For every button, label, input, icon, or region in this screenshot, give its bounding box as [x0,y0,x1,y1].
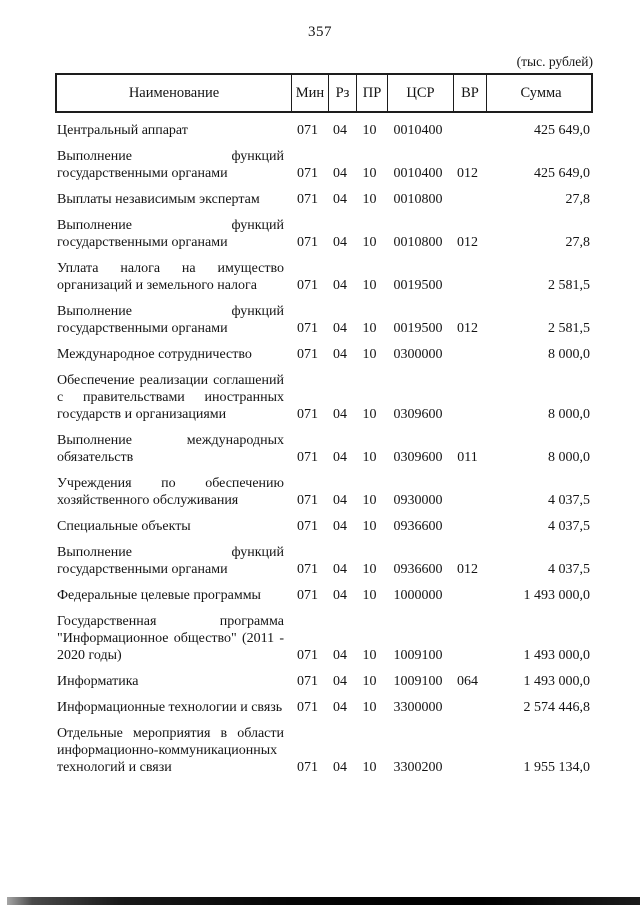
budget-table [55,73,593,776]
row-pr: 10 [362,648,377,663]
row-min: 071 [297,674,318,689]
row-min: 071 [297,166,318,181]
row-name: Федеральные целевые программы [57,588,261,603]
page-number: 357 [308,24,332,40]
row-csr: 0309600 [393,450,443,465]
row-csr: 0300000 [393,347,443,362]
table-row [55,587,593,604]
row-csr: 0010800 [393,235,443,250]
row-min: 071 [297,192,318,207]
table-row [55,372,593,423]
row-summa: 4 037,5 [548,519,590,534]
row-name: Обеспечение реализации соглашений с правительствами иностранных государств и организациями [57,373,284,422]
units-note: (тыс. рублей) [516,54,593,69]
row-pr: 10 [362,192,377,207]
row-vr: 012 [457,562,478,577]
row-min: 071 [297,278,318,293]
row-name: Выполнение функций государственными органами [57,545,284,577]
column-header-summa: Сумма [486,75,595,111]
row-vr: 012 [457,321,478,336]
row-rz: 04 [333,450,347,465]
row-csr: 1009100 [393,674,443,689]
row-pr: 10 [362,123,377,138]
row-rz: 04 [333,278,347,293]
row-min: 071 [297,123,318,138]
row-rz: 04 [333,493,347,508]
row-summa: 2 581,5 [548,321,590,336]
row-rz: 04 [333,192,347,207]
row-pr: 10 [362,588,377,603]
row-csr: 0936600 [393,562,443,577]
row-min: 071 [297,235,318,250]
row-summa: 425 649,0 [534,123,590,138]
row-rz: 04 [333,347,347,362]
scan-artifact-bottom-edge [7,897,640,905]
row-pr: 10 [362,562,377,577]
row-rz: 04 [333,407,347,422]
table-row [55,191,593,208]
column-header-rz: Рз [328,75,356,111]
row-summa: 2 581,5 [548,278,590,293]
row-min: 071 [297,700,318,715]
row-min: 071 [297,760,318,775]
row-name: Уплата налога на имущество организаций и земельного налога [57,261,284,293]
row-csr: 3300200 [393,760,443,775]
row-rz: 04 [333,648,347,663]
row-pr: 10 [362,450,377,465]
row-name: Центральный аппарат [57,123,188,138]
row-rz: 04 [333,700,347,715]
row-name: Выполнение международных обязательств [57,433,284,465]
row-name: Выполнение функций государственными органами [57,304,284,336]
row-pr: 10 [362,321,377,336]
row-csr: 0010400 [393,166,443,181]
column-header-min: Мин [291,75,328,111]
table-row [55,673,593,690]
row-name: Учреждения по обеспечению хозяйственного обслуживания [57,476,284,508]
row-pr: 10 [362,407,377,422]
row-summa: 27,8 [565,192,590,207]
row-name: Выполнение функций государственными органами [57,149,284,181]
row-summa: 4 037,5 [548,562,590,577]
table-row [55,475,593,509]
row-rz: 04 [333,519,347,534]
row-summa: 8 000,0 [548,347,590,362]
row-name: Международное сотрудничество [57,347,252,362]
row-csr: 1000000 [393,588,443,603]
row-pr: 10 [362,519,377,534]
row-csr: 0019500 [393,278,443,293]
row-min: 071 [297,648,318,663]
row-min: 071 [297,493,318,508]
table-row [55,260,593,294]
row-summa: 2 574 446,8 [523,700,590,715]
row-vr: 064 [457,674,478,689]
column-header-name: Наименование [128,84,220,101]
row-summa: 27,8 [565,235,590,250]
row-pr: 10 [362,347,377,362]
row-rz: 04 [333,760,347,775]
row-csr: 0010800 [393,192,443,207]
row-min: 071 [297,450,318,465]
row-pr: 10 [362,166,377,181]
row-csr: 0309600 [393,407,443,422]
table-row [55,148,593,182]
row-csr: 0019500 [393,321,443,336]
row-csr: 1009100 [393,648,443,663]
row-min: 071 [297,562,318,577]
row-summa: 8 000,0 [548,407,590,422]
row-csr: 0010400 [393,123,443,138]
table-row [55,432,593,466]
column-header-vr: ВР [453,75,486,111]
row-min: 071 [297,321,318,336]
row-summa: 1 493 000,0 [523,648,590,663]
row-min: 071 [297,347,318,362]
row-pr: 10 [362,235,377,250]
table-row [55,346,593,363]
row-name: Отдельные мероприятия в области информационно-коммуникационных технологий и связи [57,726,284,775]
table-body [55,122,593,776]
row-name: Выплаты независимым экспертам [57,192,260,207]
table-row [55,613,593,664]
column-header-pr: ПР [356,75,387,111]
row-csr: 0930000 [393,493,443,508]
row-min: 071 [297,588,318,603]
row-name: Информатика [57,674,139,689]
row-vr: 012 [457,235,478,250]
row-rz: 04 [333,588,347,603]
table-row [55,122,593,139]
row-vr: 011 [457,450,478,465]
row-name: Специальные объекты [57,519,191,534]
row-rz: 04 [333,123,347,138]
table-row [55,303,593,337]
table-row [55,544,593,578]
row-summa: 1 493 000,0 [523,674,590,689]
row-name: Информационные технологии и связь [57,700,283,715]
table-row [55,217,593,251]
row-vr: 012 [457,166,478,181]
row-pr: 10 [362,674,377,689]
table-row [55,699,593,716]
column-header-csr: ЦСР [387,75,453,111]
row-pr: 10 [362,493,377,508]
table-row [55,725,593,776]
row-min: 071 [297,519,318,534]
row-rz: 04 [333,562,347,577]
row-summa: 1 493 000,0 [523,588,590,603]
row-summa: 4 037,5 [548,493,590,508]
row-pr: 10 [362,760,377,775]
row-summa: 1 955 134,0 [523,760,590,775]
row-rz: 04 [333,235,347,250]
row-pr: 10 [362,700,377,715]
row-summa: 425 649,0 [534,166,590,181]
row-rz: 04 [333,674,347,689]
row-name: Выполнение функций государственными органами [57,218,284,250]
row-rz: 04 [333,321,347,336]
row-pr: 10 [362,278,377,293]
table-header-row [55,73,593,113]
row-summa: 8 000,0 [548,450,590,465]
row-csr: 0936600 [393,519,443,534]
row-csr: 3300000 [393,700,443,715]
table-row [55,518,593,535]
row-rz: 04 [333,166,347,181]
row-min: 071 [297,407,318,422]
row-name: Государственная программа "Информационное общество" (2011 - 2020 годы) [57,614,284,663]
